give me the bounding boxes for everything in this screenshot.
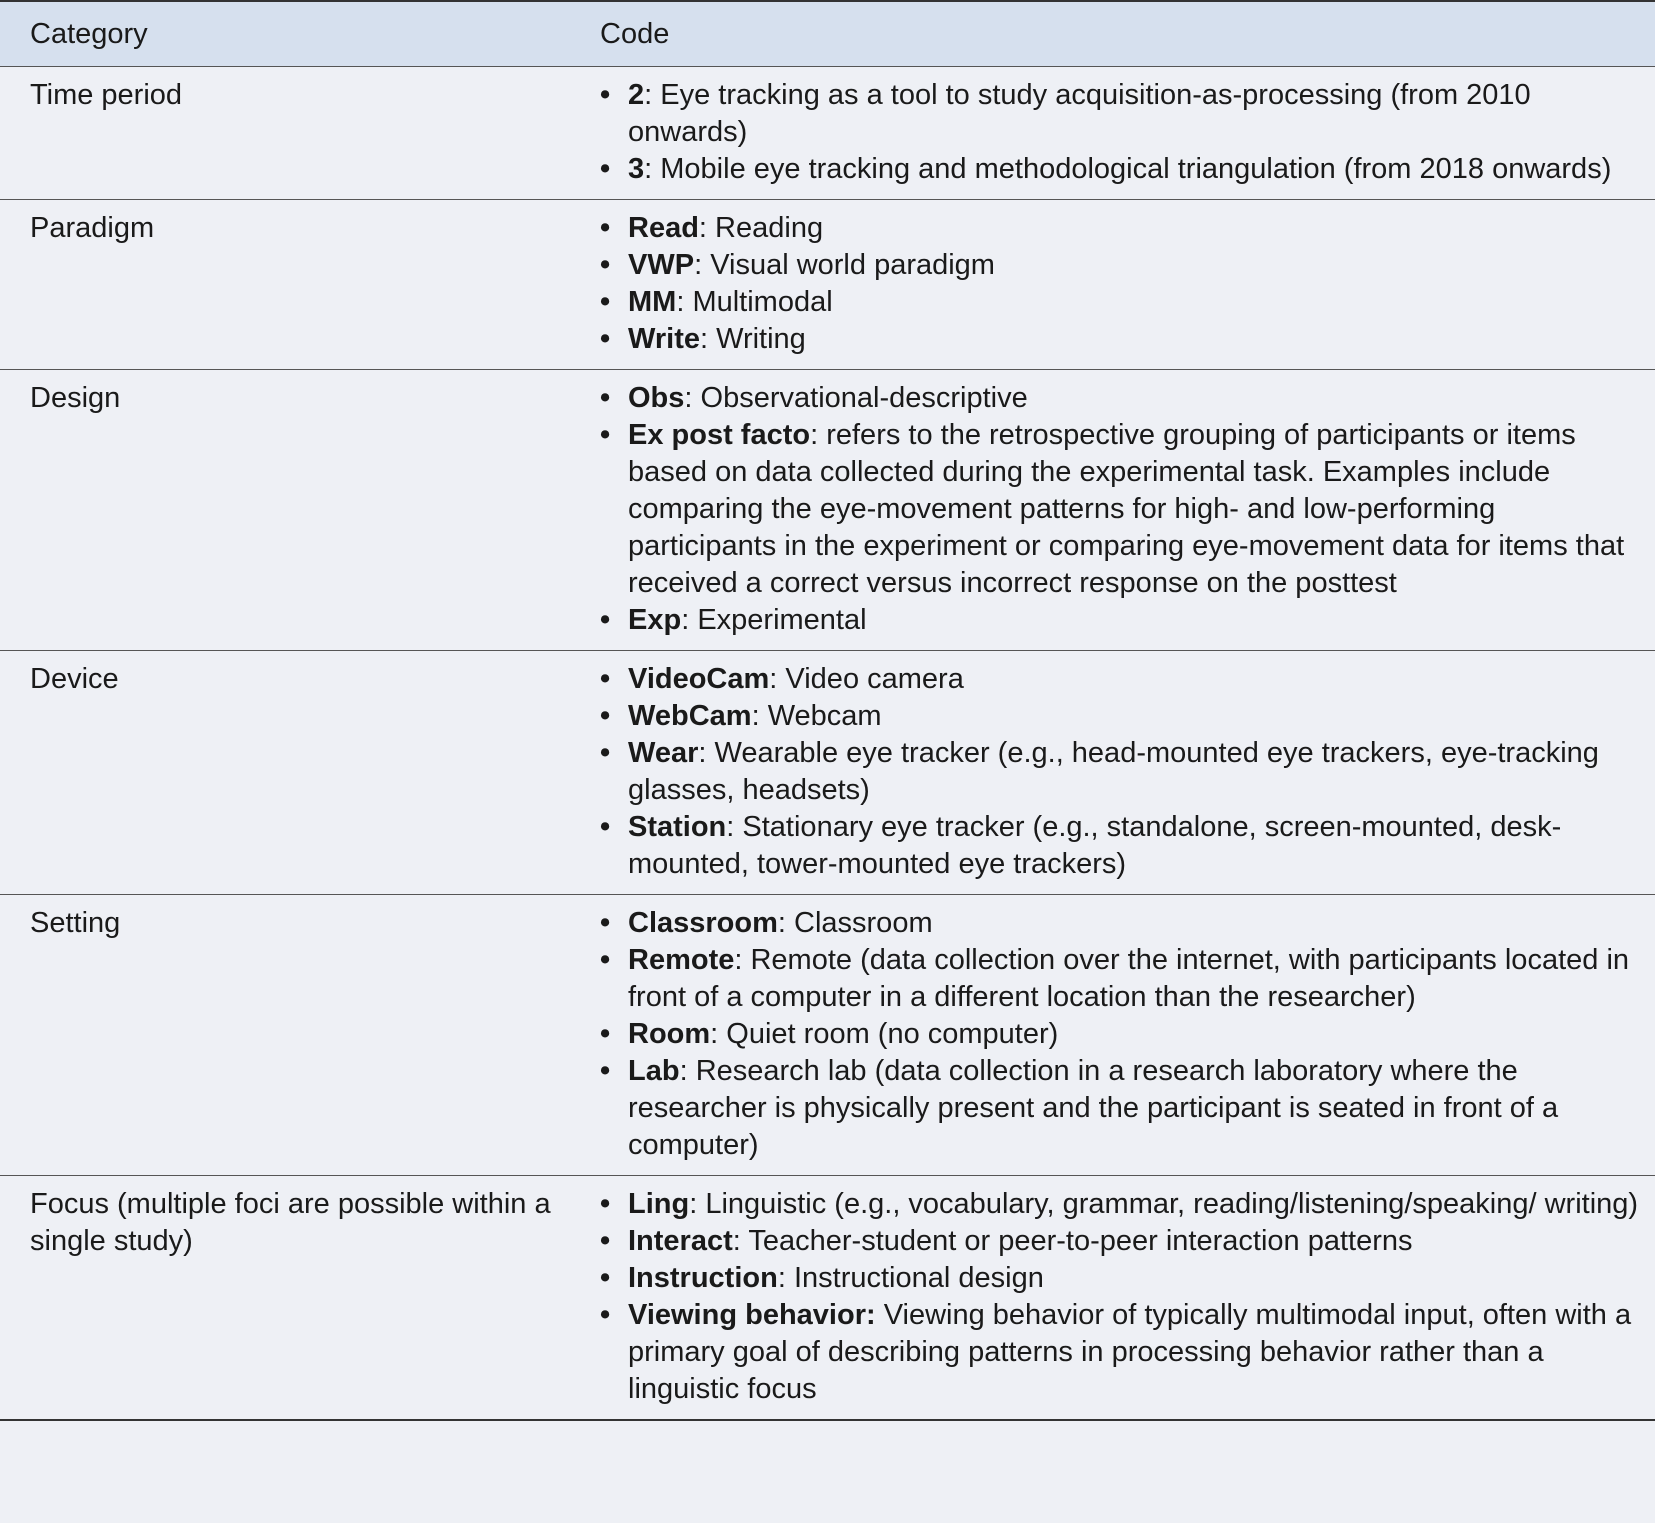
- code-term: Ling: [628, 1188, 690, 1220]
- code-term: 3: [628, 153, 645, 185]
- category-cell: Focus (multiple foci are possible within a single study): [30, 1188, 551, 1257]
- list-item: [600, 698, 1641, 735]
- table-row: [0, 370, 1655, 651]
- code-separator: :: [698, 212, 716, 244]
- code-description: refers to the retrospective grouping of participants or items based on data collected during the experimental task. Examples include comparing the eye-movement patterns for high- and low-performing participants in the experiment or comparing eye-movement data for items that received a correct versus incorrect response on the posttest: [628, 419, 1625, 599]
- code-list: [600, 77, 1641, 188]
- code-description: Instructional design: [793, 1262, 1044, 1294]
- code-description: Multimodal: [692, 286, 833, 318]
- code-cell: [600, 651, 1655, 894]
- code-cell: [600, 895, 1655, 1175]
- code-separator: :: [684, 382, 701, 414]
- list-item: [600, 77, 1641, 151]
- code-description: Research lab (data collection in a research laboratory where the researcher is physically present and the participant is seated in front of a computer): [628, 1055, 1559, 1161]
- table-body: [0, 67, 1655, 1419]
- list-item: [600, 247, 1641, 284]
- code-list: [600, 905, 1641, 1164]
- code-separator: :: [698, 737, 715, 769]
- table-row: [0, 200, 1655, 370]
- list-item: [600, 809, 1641, 883]
- list-item: [600, 210, 1641, 247]
- code-description: Visual world paradigm: [710, 249, 995, 281]
- code-description: Observational-descriptive: [700, 382, 1028, 414]
- code-term: Lab: [628, 1055, 680, 1087]
- category-cell: Paradigm: [30, 212, 155, 244]
- code-separator: :: [644, 79, 661, 111]
- code-description: Reading: [715, 212, 824, 244]
- header-code: Code: [600, 17, 670, 50]
- code-description: Stationary eye tracker (e.g., standalone, screen-mounted, desk-mounted, tower-mounted eye trackers): [628, 811, 1562, 880]
- code-list: [600, 210, 1641, 358]
- table-row: [0, 67, 1655, 200]
- code-separator: :: [689, 1188, 706, 1220]
- list-item: [600, 942, 1641, 1016]
- code-separator: :: [710, 1018, 727, 1050]
- code-separator: :: [726, 811, 743, 843]
- code-term: MM: [628, 286, 677, 318]
- code-term: VideoCam: [628, 663, 770, 695]
- code-description: Mobile eye tracking and methodological triangulation (from 2018 onwards): [660, 153, 1612, 185]
- code-separator: :: [777, 907, 795, 939]
- code-term: Wear: [628, 737, 699, 769]
- code-term: Room: [628, 1018, 711, 1050]
- code-description: Webcam: [767, 700, 882, 732]
- list-item: [600, 1016, 1641, 1053]
- code-description: Teacher-student or peer-to-peer interaction patterns: [748, 1225, 1413, 1257]
- list-item: [600, 602, 1641, 639]
- category-cell: Setting: [30, 907, 121, 939]
- code-term: Exp: [628, 604, 682, 636]
- code-list: [600, 1186, 1641, 1408]
- code-term: 2: [628, 79, 645, 111]
- list-item: [600, 661, 1641, 698]
- code-cell: [600, 370, 1655, 650]
- code-term: Remote: [628, 944, 735, 976]
- category-cell: Design: [30, 382, 121, 414]
- code-term: Classroom: [628, 907, 778, 939]
- code-description: Writing: [716, 323, 806, 355]
- code-separator: :: [694, 249, 711, 281]
- code-cell: [600, 200, 1655, 369]
- code-description: Quiet room (no computer): [726, 1018, 1059, 1050]
- list-item: [600, 380, 1641, 417]
- list-item: [600, 284, 1641, 321]
- list-item: [600, 1186, 1641, 1223]
- table-row: [0, 1176, 1655, 1419]
- code-separator: :: [751, 700, 768, 732]
- list-item: [600, 905, 1641, 942]
- code-description: Experimental: [697, 604, 867, 636]
- list-item: [600, 417, 1641, 602]
- table-row: [0, 651, 1655, 895]
- code-separator: :: [676, 286, 693, 318]
- code-cell: [600, 1176, 1655, 1419]
- code-term: VWP: [628, 249, 695, 281]
- code-term: WebCam: [628, 700, 752, 732]
- table-header: [0, 2, 1655, 67]
- code-description: Video camera: [785, 663, 964, 695]
- category-cell: Time period: [30, 79, 183, 111]
- code-term: Write: [628, 323, 700, 355]
- code-cell: [600, 67, 1655, 199]
- code-description: Linguistic (e.g., vocabulary, grammar, reading/listening/speaking/ writing): [705, 1188, 1639, 1220]
- header-category: Category: [30, 17, 148, 50]
- code-separator: :: [681, 604, 698, 636]
- code-term: Obs: [628, 382, 685, 414]
- category-cell: Device: [30, 663, 119, 695]
- code-description: Classroom: [794, 907, 933, 939]
- list-item: [600, 735, 1641, 809]
- code-term: Read: [628, 212, 699, 244]
- code-description: Eye tracking as a tool to study acquisition-as-processing (from 2010 onwards): [628, 79, 1531, 148]
- code-separator: :: [810, 419, 827, 451]
- code-description: Viewing behavior of typically multimodal input, often with a primary goal of describing patterns in processing behavior rather than a linguistic focus: [628, 1299, 1632, 1405]
- list-item: [600, 151, 1641, 188]
- code-term: Instruction: [628, 1262, 778, 1294]
- code-list: [600, 380, 1641, 639]
- code-separator: :: [644, 153, 661, 185]
- code-term: Interact: [628, 1225, 733, 1257]
- code-list: [600, 661, 1641, 883]
- code-separator: :: [679, 1055, 696, 1087]
- code-separator: [876, 1299, 884, 1331]
- code-separator: :: [699, 323, 717, 355]
- list-item: [600, 1260, 1641, 1297]
- list-item: [600, 321, 1641, 358]
- code-term: Viewing behavior:: [628, 1299, 876, 1331]
- list-item: [600, 1053, 1641, 1164]
- code-separator: :: [734, 944, 751, 976]
- code-term: Station: [628, 811, 727, 843]
- code-term: Ex post facto: [628, 419, 811, 451]
- code-separator: :: [732, 1225, 749, 1257]
- code-separator: :: [777, 1262, 794, 1294]
- code-description: Remote (data collection over the internet, with participants located in front of a computer in a different location than the researcher): [628, 944, 1630, 1013]
- code-separator: :: [769, 663, 786, 695]
- table-row: [0, 895, 1655, 1176]
- list-item: [600, 1223, 1641, 1260]
- list-item: [600, 1297, 1641, 1408]
- code-description: Wearable eye tracker (e.g., head-mounted eye trackers, eye-tracking glasses, headsets): [628, 737, 1599, 806]
